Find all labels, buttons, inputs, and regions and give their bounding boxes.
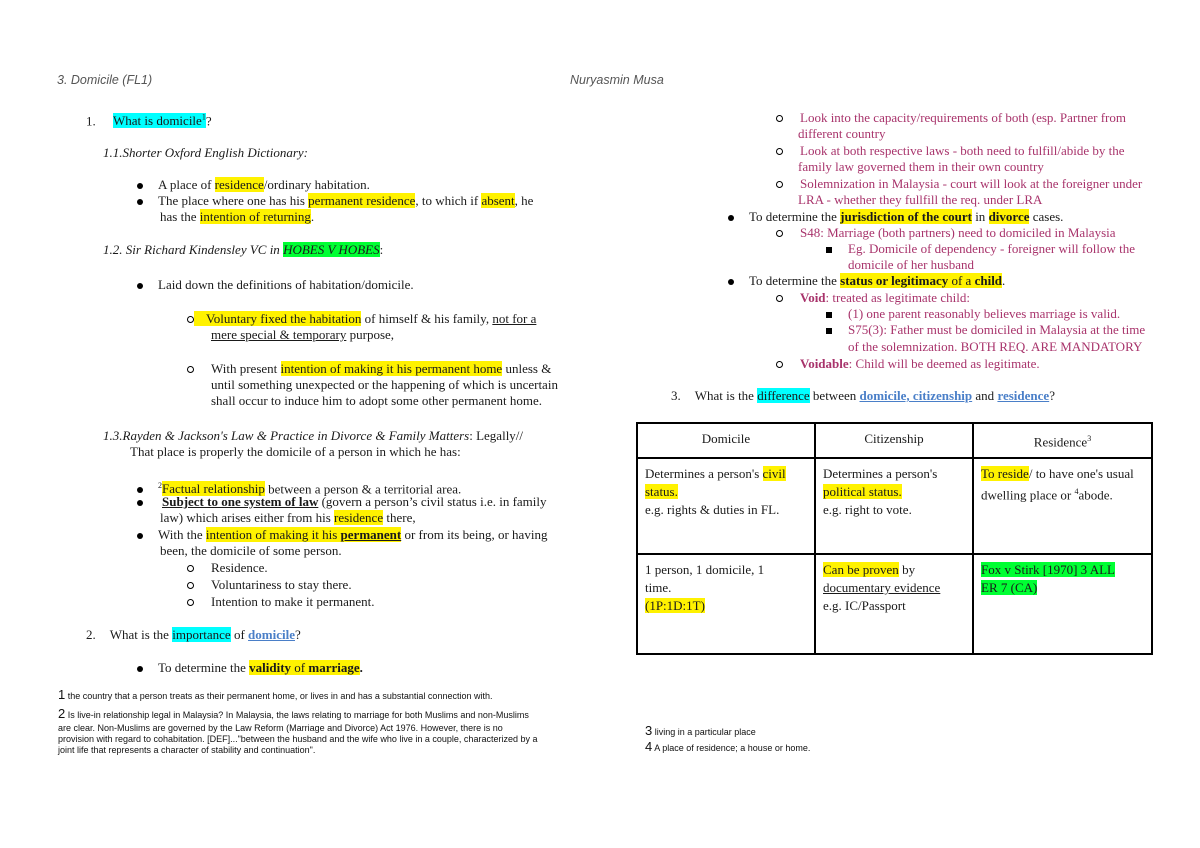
- bullet-1-2-a: Laid down the definitions of habitation/domicile.: [137, 277, 414, 293]
- bullet-circle-icon: [776, 361, 783, 368]
- bullet-2-b: To determine the jurisdiction of the court in divorce cases.: [728, 209, 1063, 225]
- bullet-circle-icon: [187, 565, 194, 572]
- footnote-2: 2 Is live-in relationship legal in Malaysia? In Malaysia, the laws relating to marriage for both Muslims and non-Muslims: [58, 706, 529, 721]
- q1-heading: 1. What is domicile$^1$?: [86, 113, 212, 129]
- q3-heading: 3. What is the difference between domicile, citizenship and residence?: [671, 388, 1055, 403]
- q2-heading: 2. What is the importance of domicile?: [86, 627, 301, 642]
- bullet-dot-icon: [137, 487, 143, 493]
- bullet-1-3-c-cont: been, the domicile of some person.: [160, 543, 342, 558]
- bullet-1-1-b: The place where one has his permanent residence, to which if absent, he: [137, 193, 533, 209]
- sub-1-3-a: Residence.: [187, 560, 268, 576]
- sub-2-a-1-cont: different country: [798, 126, 886, 141]
- bullet-dot-icon: [137, 183, 143, 189]
- bullet-circle-icon: [776, 230, 783, 237]
- sub-sub-2-c-2-cont: of the solemnization. BOTH REQ. ARE MANDATORY: [848, 339, 1143, 354]
- bullet-circle-icon: [187, 599, 194, 606]
- bullet-circle-icon: [776, 148, 783, 155]
- bullet-1-1-b-cont: has the intention of returning.: [160, 209, 315, 224]
- bullet-1-3-b: Subject to one system of law (govern a person’s civil status i.e. in family: [137, 494, 547, 510]
- bullet-circle-icon: [187, 366, 194, 373]
- comparison-table: [636, 422, 1153, 655]
- table-cell: Determines a person's political status. e.g. right to vote.: [815, 458, 973, 554]
- table-header-row: [637, 423, 1152, 458]
- sub-2-a-2: Look at both respective laws - both need to fulfill/abide by the: [776, 143, 1125, 159]
- table-row: [637, 458, 1152, 554]
- table-cell: Can be proven by documentary evidence e.g. IC/Passport: [815, 554, 973, 654]
- sub-2-a-1: Look into the capacity/requirements of both (esp. Partner from: [776, 110, 1126, 126]
- bullet-1-1-a: A place of residence/ordinary habitation.: [137, 177, 370, 193]
- sub-1-3-b: Voluntariness to stay there.: [187, 577, 352, 593]
- bullet-circle-icon: [776, 115, 783, 122]
- bullet-square-icon: [826, 328, 832, 334]
- sub-1-3-c: Intention to make it permanent.: [187, 594, 375, 610]
- bullet-1-3-b-cont: law) which arises either from his residence there,: [160, 510, 416, 525]
- section-1-3-title: 1.3.Rayden & Jackson's Law & Practice in Divorce & Family Matters: Legally//: [103, 428, 524, 443]
- footnote-2-line3: provision with regard to cohabitation. [DEF]..."between the husband and the wife who live in a couple, characterized by a: [58, 734, 538, 744]
- bullet-2-a: To determine the validity of marriage.: [137, 660, 363, 676]
- bullet-dot-icon: [137, 283, 143, 289]
- header-left: 3. Domicile (FL1): [57, 73, 153, 87]
- table-header-citizenship: Citizenship: [815, 423, 973, 458]
- section-1-1-title: 1.1.Shorter Oxford English Dictionary:: [103, 145, 308, 160]
- section-1-3-intro: That place is properly the domicile of a person in which he has:: [130, 444, 461, 459]
- bullet-1-3-a: $^2$Factual relationship between a person & a territorial area.: [137, 478, 461, 497]
- sub-2-a-2-cont: family law governed them in their own country: [798, 159, 1044, 174]
- sub-1-2-b: With present intention of making it his permanent home unless &: [187, 361, 551, 377]
- sub-sub-2-c-1: (1) one parent reasonably believes marriage is valid.: [826, 306, 1120, 322]
- table-header-residence: Residence$^3$: [973, 423, 1152, 458]
- bullet-circle-icon: [187, 582, 194, 589]
- footnote-3: 3 living in a particular place: [645, 723, 756, 738]
- sub-1-2-b-cont2: shall occur to induce him to adopt some other permanent home.: [211, 393, 543, 408]
- footnote-2-line2: are clear. Non-Muslims are governed by the Law Reform (Marriage and Divorce) Act 1976. However, there is no: [58, 723, 503, 733]
- footnote-2-line4: joint life that represents a character of stability and continuation".: [58, 745, 316, 755]
- sub-2-c-1: Void: treated as legitimate child:: [776, 290, 970, 306]
- header-right: Nuryasmin Musa: [570, 73, 664, 87]
- bullet-circle-icon: [187, 316, 194, 323]
- table-cell: 1 person, 1 domicile, 1 time. (1P:1D:1T): [637, 554, 815, 654]
- bullet-circle-icon: [776, 295, 783, 302]
- bullet-dot-icon: [137, 500, 143, 506]
- sub-2-a-3-cont: LRA - whether they fullfill the req. under LRA: [798, 192, 1043, 207]
- sub-2-b-1: S48: Marriage (both partners) need to domiciled in Malaysia: [776, 225, 1116, 241]
- footnote-1: 1 the country that a person treats as their permanent home, or lives in and has a substantial connection with.: [58, 687, 493, 702]
- bullet-circle-icon: [776, 181, 783, 188]
- sub-1-2-b-cont1: until something unexpected or the happening of which is uncertain: [211, 377, 558, 392]
- sub-sub-2-b-1: Eg. Domicile of dependency - foreigner will follow the: [826, 241, 1135, 257]
- bullet-dot-icon: [728, 215, 734, 221]
- bullet-dot-icon: [137, 666, 143, 672]
- table-header-domicile: Domicile: [637, 423, 815, 458]
- sub-sub-2-b-1-cont: domicile of her husband: [848, 257, 974, 272]
- table-row: [637, 554, 1152, 654]
- sub-1-2-a: Voluntary fixed the habitation of himself & his family, not for a: [187, 311, 536, 327]
- sub-sub-2-c-2: S75(3): Father must be domiciled in Malaysia at the time: [826, 322, 1145, 338]
- table-cell: Fox v Stirk [1970] 3 ALL ER 7 (CA): [973, 554, 1152, 654]
- bullet-square-icon: [826, 312, 832, 318]
- table-cell: Determines a person's civil status. e.g. rights & duties in FL.: [637, 458, 815, 554]
- bullet-dot-icon: [137, 533, 143, 539]
- sub-1-2-a-cont: mere special & temporary purpose,: [211, 327, 395, 342]
- footnote-4: 4 A place of residence; a house or home.: [645, 739, 811, 754]
- table-cell: To reside/ to have one's usual dwelling place or $^4$abode.: [973, 458, 1152, 554]
- bullet-1-3-c: With the intention of making it his permanent or from its being, or having: [137, 527, 547, 543]
- bullet-square-icon: [826, 247, 832, 253]
- bullet-dot-icon: [728, 279, 734, 285]
- sub-2-a-3: Solemnization in Malaysia - court will look at the foreigner under: [776, 176, 1142, 192]
- bullet-2-c: To determine the status or legitimacy of a child.: [728, 273, 1005, 289]
- bullet-dot-icon: [137, 199, 143, 205]
- sub-2-c-2: Voidable: Child will be deemed as legitimate.: [776, 356, 1040, 372]
- section-1-2-title: 1.2. Sir Richard Kindensley VC in HOBES V HOBES:: [103, 242, 384, 257]
